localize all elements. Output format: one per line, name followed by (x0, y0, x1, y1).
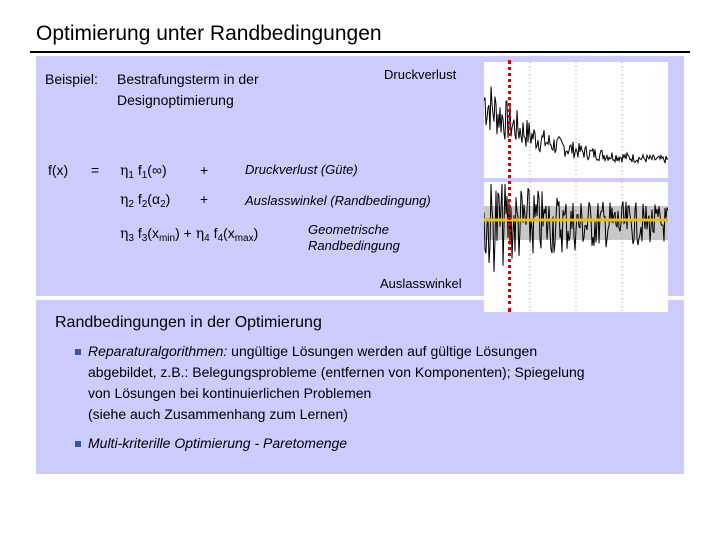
bullet-1-line-3: von Lösungen bei kontinuierlichen Problemen (88, 385, 372, 401)
annotation-geometrische: Geometrische (308, 222, 389, 237)
annotation-randbedingung: Randbedingung (308, 238, 400, 253)
example-text-line2: Designoptimierung (117, 92, 234, 108)
formula-equals: = (91, 162, 100, 178)
bullet-1-line-2: abgebildet, z.B.: Belegungsprobleme (entfernen von Komponenten); Spiegelung (88, 364, 585, 380)
druckverlust-trace-path (484, 87, 668, 164)
formula-fx: f(x) (48, 162, 69, 178)
plot-grid (530, 182, 622, 312)
example-text-line1: Bestrafungsterm in der (117, 71, 259, 87)
annotation-druckverlust-guete: Druckverlust (Güte) (245, 162, 358, 177)
druckverlust-plot-image (484, 62, 668, 178)
formula-plus-1: + (200, 162, 209, 178)
bullet-icon (75, 441, 81, 447)
formula-term-2: $\eta_2$ $f_2(\alpha_2)$ (120, 191, 171, 210)
eta-symbol: η (120, 163, 129, 179)
bullet-icon (75, 349, 81, 355)
bullet-1-line-4: (siehe auch Zusammenhang zum Lernen) (88, 406, 348, 422)
druckverlust-trace (484, 87, 668, 164)
slide-title: Optimierung unter Randbedingungen (36, 22, 382, 45)
title-rule (30, 51, 690, 53)
constraints-heading: Randbedingungen in der Optimierung (55, 314, 322, 331)
formula-term-1: $\eta_1$ $f_1(\infty)$ (120, 162, 167, 181)
iteration-marker-line (508, 60, 511, 312)
chart-label-druckverlust: Druckverlust (384, 67, 457, 82)
formula-plus-2: + (200, 191, 209, 207)
bullet-2: Multi-kriterille Optimierung - Paretomenge (88, 435, 348, 451)
example-label: Beispiel: (45, 71, 98, 87)
annotation-auslasswinkel-randbedingung: Auslasswinkel (Randbedingung) (245, 193, 431, 208)
chart-label-auslasswinkel: Auslasswinkel (380, 276, 462, 291)
bullet-1-line-1: Reparaturalgorithmen: ungültige Lösungen werden auf gültige Lösungen (88, 343, 538, 359)
formula-term-3-4: $\eta_3$ $f_3(x_{min}) + \eta_4$ $f_4(x_{max})$ (120, 225, 259, 244)
auslasswinkel-plot-image (484, 182, 668, 312)
